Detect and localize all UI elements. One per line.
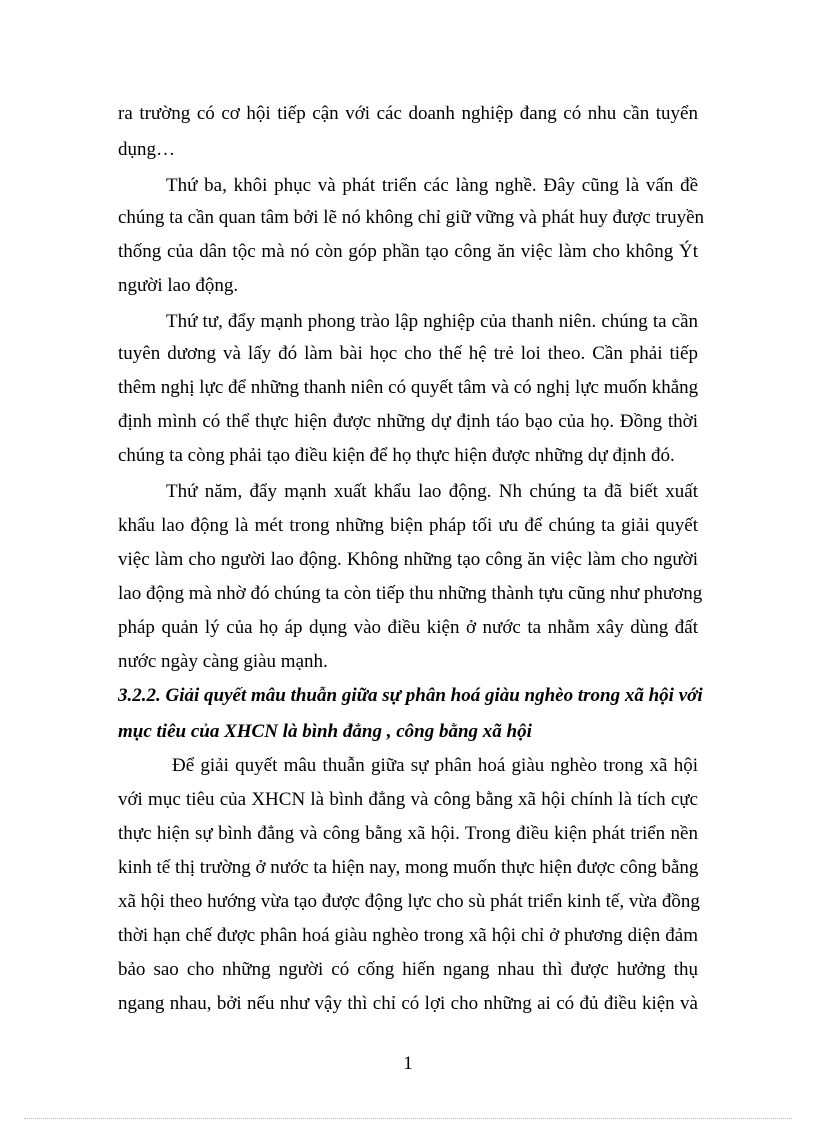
text-line: thực hiện sự bình đẳng và công bằng xã hội. Trong điều kiện phát triển nền [118, 823, 698, 844]
footer-divider [24, 1118, 792, 1119]
text-line: dụng… [118, 139, 175, 160]
text-line: ngang nhau, bởi nếu như vậy thì chỉ có lợi cho những ai có đủ điều kiện và [118, 993, 698, 1014]
text-line: pháp quản lý của họ áp dụng vào điều kiện ở nước ta nhằm xây dùng đất [118, 617, 698, 638]
text-line: người lao động. [118, 275, 239, 296]
paragraph-start-line: Thứ tư, đẩy mạnh phong trào lập nghiệp của thanh niên. chúng ta cần [166, 311, 698, 332]
text-line: nước ngày càng giàu mạnh. [118, 651, 328, 672]
text-line: thống của dân tộc mà nó còn góp phần tạo công ăn việc làm cho không Ýt [118, 241, 698, 262]
text-line: việc làm cho người lao động. Không những tạo công ăn việc làm cho người [118, 549, 698, 570]
paragraph-start-line: Thứ năm, đẩy mạnh xuất khẩu lao động. Nh chúng ta đã biết xuất [166, 481, 698, 502]
paragraph-start-line: Thứ ba, khôi phục và phát triển các làng nghề. Đây cũng là vấn đề [166, 175, 698, 196]
text-line: chúng ta cần quan tâm bởi lẽ nó không chỉ giữ vững và phát huy được truyền [118, 207, 705, 228]
text-line: tuyên dương và lấy đó làm bài học cho thế hệ trẻ loi theo. Cần phải tiếp [118, 343, 698, 364]
text-line: chúng ta còng phải tạo điều kiện để họ thực hiện được những dự định đó. [118, 445, 675, 466]
section-heading-line: 3.2.2. Giải quyết mâu thuẫn giữa sự phân hoá giàu nghèo trong xã hội với [118, 685, 703, 706]
text-line: khẩu lao động là mét trong những biện pháp tối ưu để chúng ta giải quyết [118, 515, 698, 536]
text-line: lao động mà nhờ đó chúng ta còn tiếp thu những thành tựu cũng như phương [118, 583, 703, 604]
text-line: thời hạn chế được phân hoá giàu nghèo trong xã hội chỉ ở phương diện đảm [118, 925, 698, 946]
text-line: định mình có thể thực hiện được những dự định táo bạo của họ. Đồng thời [118, 411, 698, 432]
text-line: kinh tế thị trường ở nước ta hiện nay, mong muốn thực hiện được công bằng [118, 857, 699, 878]
text-line: thêm nghị lực để những thanh niên có quyết tâm và có nghị lực muốn khẳng [118, 377, 699, 398]
section-heading-line: mục tiêu của XHCN là bình đẳng , công bằng xã hội [118, 721, 532, 742]
text-line: bảo sao cho những người có cống hiến ngang nhau thì được hưởng thụ [118, 959, 698, 980]
text-line: với mục tiêu của XHCN là bình đẳng và công bằng xã hội chính là tích cực [118, 789, 698, 810]
paragraph-start-line: Để giải quyết mâu thuẫn giữa sự phân hoá giàu nghèo trong xã hội [172, 755, 698, 776]
text-line: xã hội theo hướng vừa tạo được động lực cho sù phát triển kinh tế, vừa đồng [118, 891, 700, 912]
page-number: 1 [403, 1053, 413, 1074]
text-line: ra trường có cơ hội tiếp cận với các doanh nghiệp đang có nhu cần tuyển [118, 103, 698, 124]
